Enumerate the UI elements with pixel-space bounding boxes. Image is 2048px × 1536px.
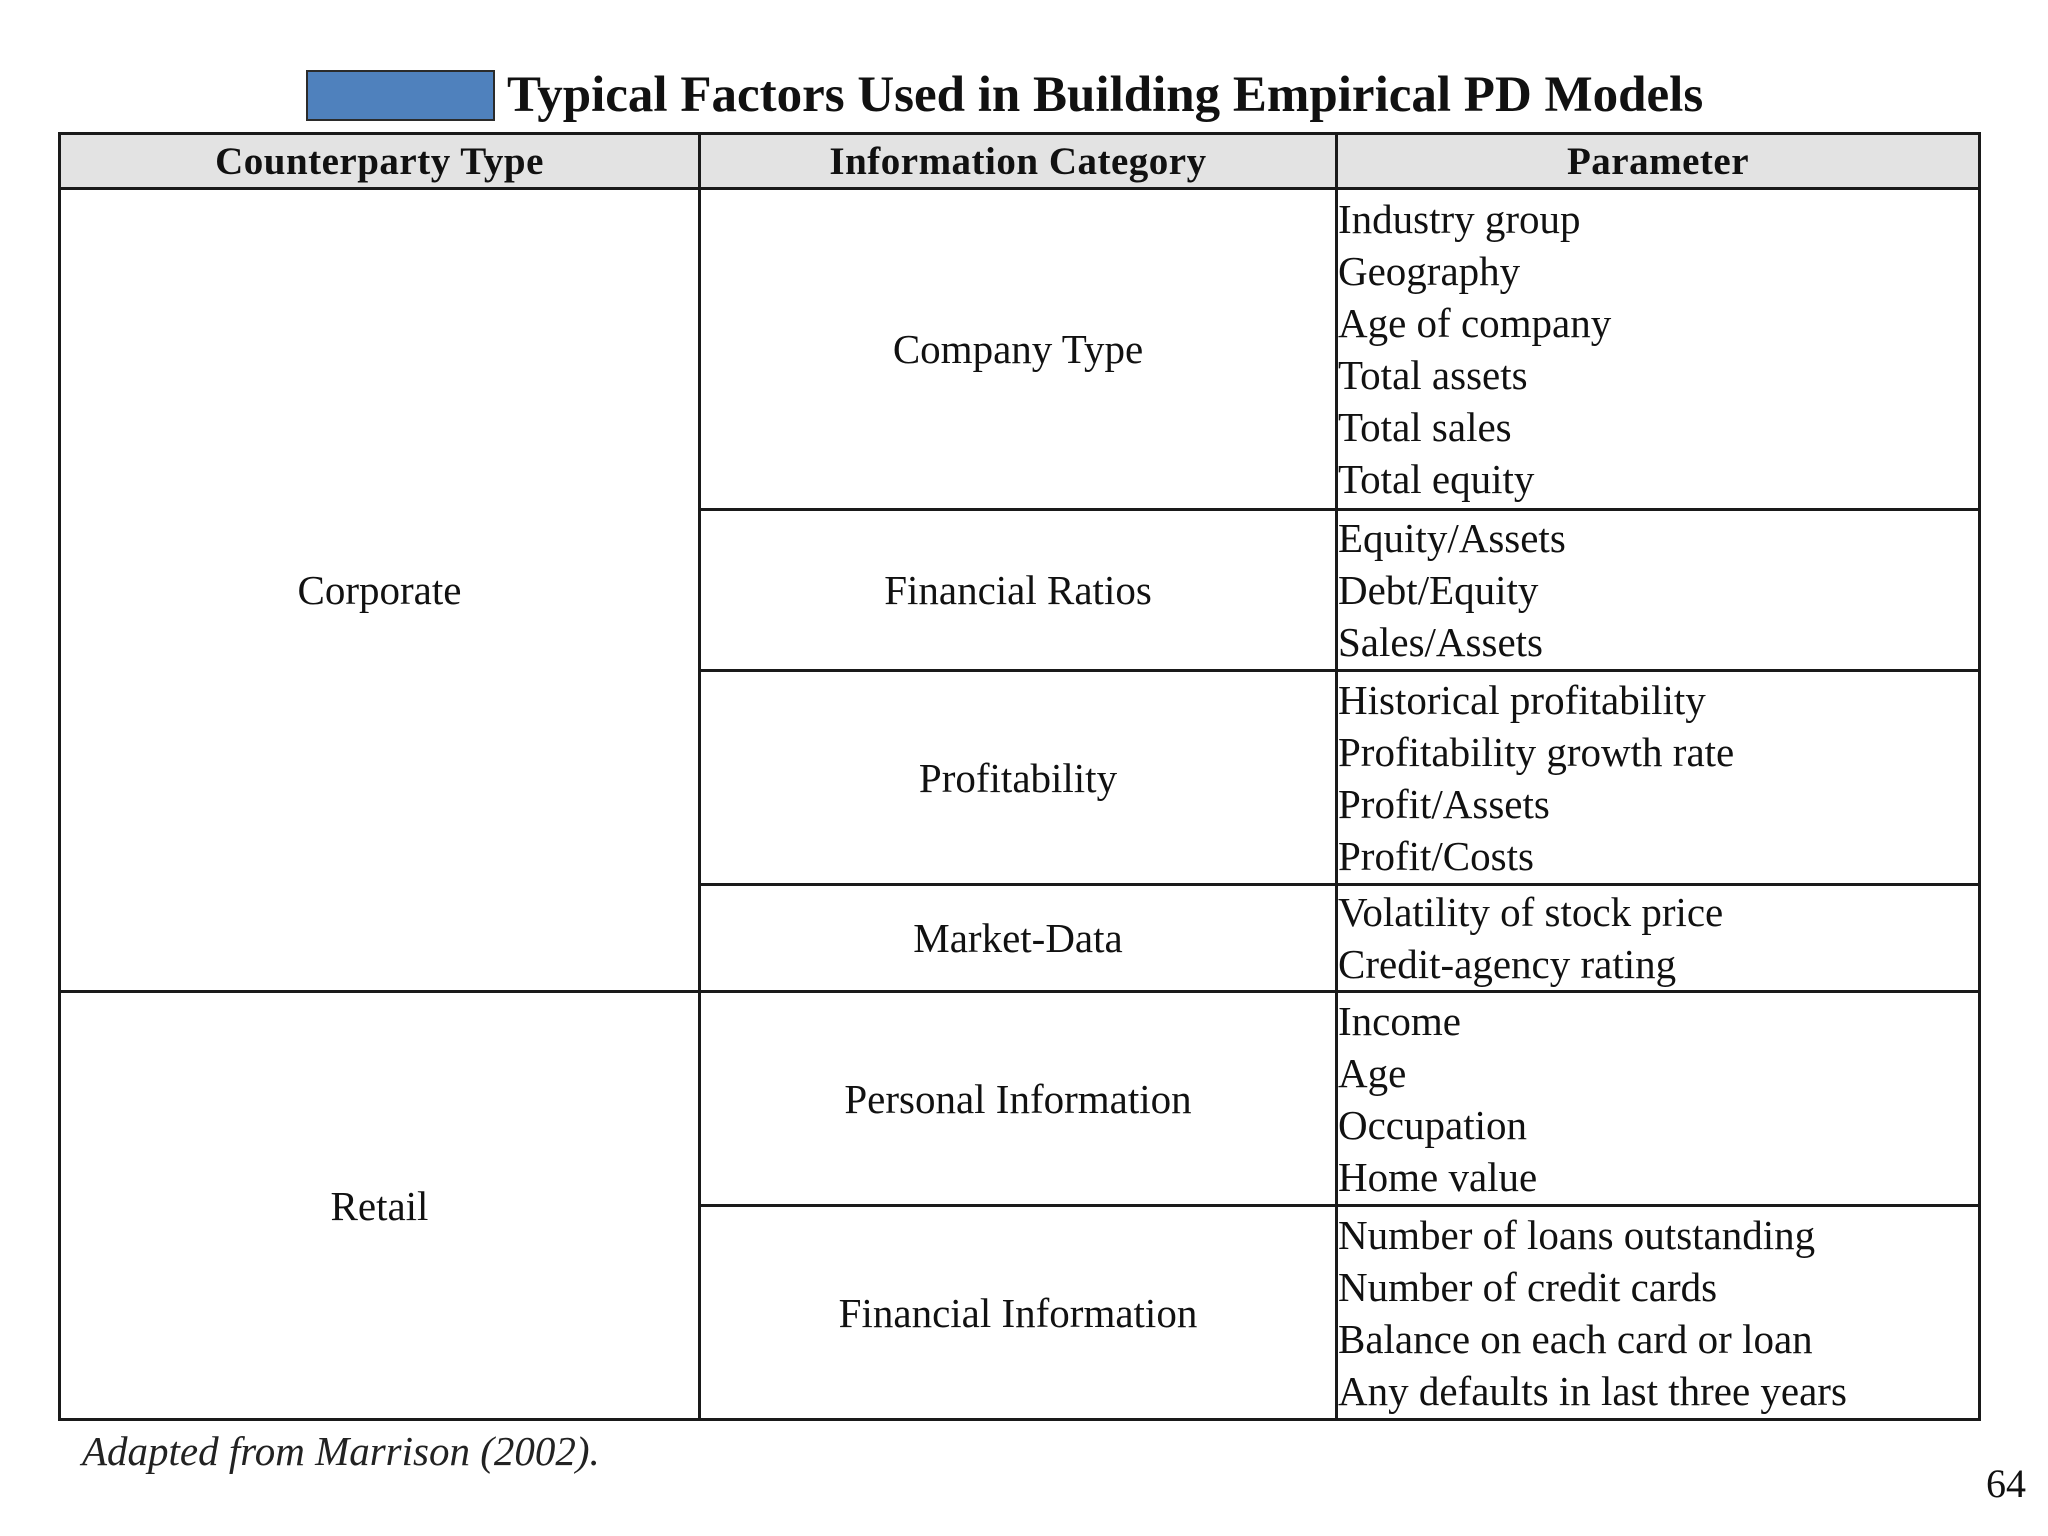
source-footnote: Adapted from Marrison (2002). [82,1428,600,1474]
category-personal-information: Personal Information [700,992,1337,1206]
parameter-item: Credit-agency rating [1338,941,1677,987]
parameter-item: Balance on each card or loan [1338,1315,1813,1362]
parameter-item: Age [1338,1049,1407,1096]
page-title: Typical Factors Used in Building Empirical PD Models [507,67,1704,123]
category-financial-ratios: Financial Ratios [700,510,1337,671]
parameter-item: Profit/Costs [1338,832,1534,879]
parameter-item: Number of credit cards [1338,1263,1718,1310]
category-company-type: Company Type [700,189,1337,510]
parameter-item: Number of loans outstanding [1338,1211,1816,1258]
parameter-list [1337,671,1980,885]
page-number: 64 [1986,1461,2026,1506]
parameter-item: Home value [1338,1153,1538,1200]
parameter-item: Profitability growth rate [1338,728,1735,775]
parameter-item: Occupation [1338,1101,1527,1148]
category-profitability: Profitability [700,671,1337,885]
parameter-item: Industry group [1338,196,1581,242]
parameter-item: Total equity [1338,456,1535,502]
table-row [60,992,1980,1206]
header-information-category: Information Category [700,134,1337,189]
parameter-list [1337,510,1980,671]
category-financial-information: Financial Information [700,1206,1337,1420]
parameter-item: Total sales [1338,404,1512,450]
parameter-list [1337,992,1980,1206]
parameter-item: Income [1338,997,1461,1044]
parameter-item: Debt/Equity [1338,567,1539,613]
table-row [60,189,1980,510]
parameter-item: Age of company [1338,300,1612,346]
parameter-item: Sales/Assets [1338,619,1543,665]
pd-factors-table [58,132,1981,1421]
parameter-item: Equity/Assets [1338,515,1566,561]
parameter-item: Any defaults in last three years [1338,1367,1847,1414]
header-counterparty-type: Counterparty Type [60,134,700,189]
parameter-list [1337,1206,1980,1420]
parameter-list [1337,885,1980,992]
category-market-data: Market-Data [700,885,1337,992]
parameter-item: Profit/Assets [1338,780,1550,827]
counterparty-corporate: Corporate [60,189,700,992]
title-color-swatch [306,70,495,121]
parameter-item: Geography [1338,248,1521,294]
parameter-item: Total assets [1338,352,1528,398]
counterparty-retail: Retail [60,992,700,1420]
parameter-list [1337,189,1980,510]
table-header-row [60,134,1980,189]
parameter-item: Historical profitability [1338,676,1706,723]
header-parameter: Parameter [1337,134,1980,189]
parameter-item: Volatility of stock price [1338,889,1724,935]
title-row [306,64,1703,126]
